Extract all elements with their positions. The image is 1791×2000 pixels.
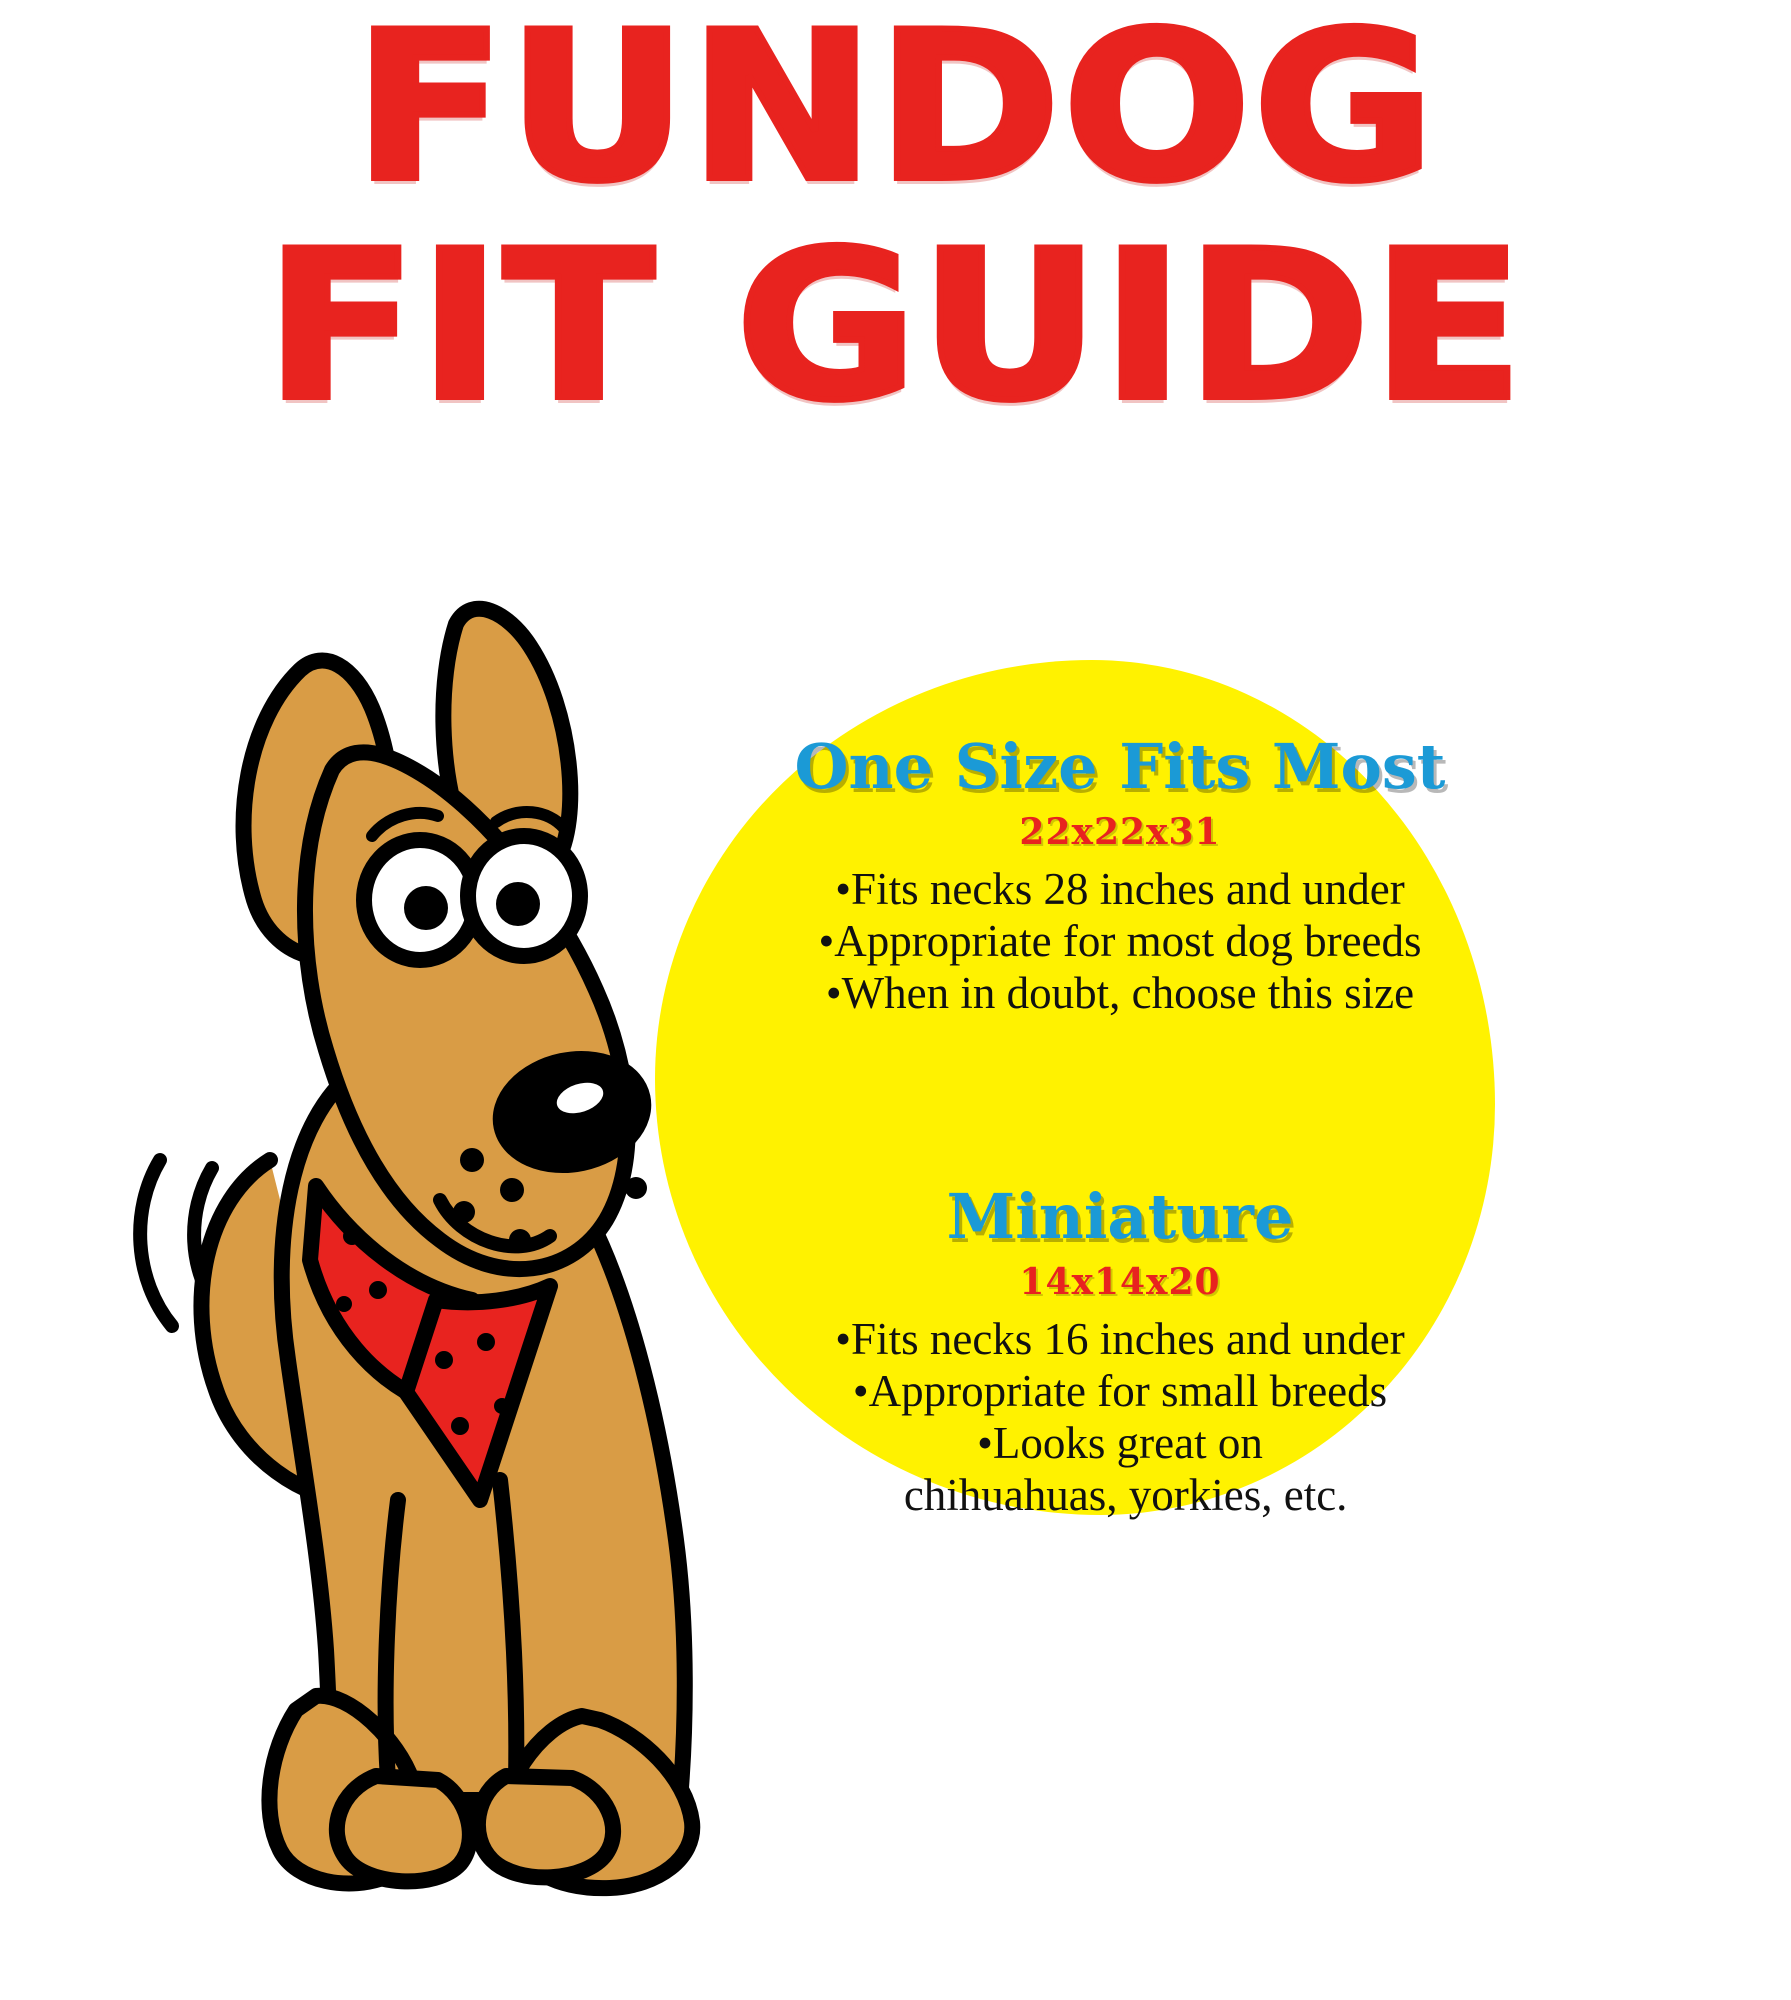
list-item: chihuahuas, yorkies, etc. (892, 1470, 1348, 1521)
size-bullet-list (640, 1313, 1600, 1522)
size-heading: Miniature (946, 1179, 1294, 1253)
size-block-one-size-fits-most (640, 730, 1600, 1020)
title-line-one: FUNDOG (353, 0, 1438, 227)
size-bullet-list (640, 863, 1600, 1020)
list-item: •Fits necks 28 inches and under (835, 864, 1405, 914)
list-item: •When in doubt, choose this size (825, 968, 1415, 1019)
list-item: •Fits necks 16 inches and under (835, 1313, 1405, 1364)
size-dimensions: 22x22x31 (1019, 811, 1221, 853)
size-block-miniature (640, 1180, 1600, 1522)
list-item: •Looks great on (977, 1417, 1263, 1468)
list-item: •Appropriate for most dog breeds (818, 916, 1422, 967)
size-info-panel (640, 730, 1600, 1531)
size-dimensions: 14x14x20 (1019, 1260, 1221, 1303)
title-line-two: FIT GUIDE (265, 207, 1526, 446)
poster-title (0, 0, 1791, 446)
size-heading: One Size Fits Most (794, 730, 1446, 803)
list-item: •Appropriate for small breeds (852, 1365, 1388, 1416)
